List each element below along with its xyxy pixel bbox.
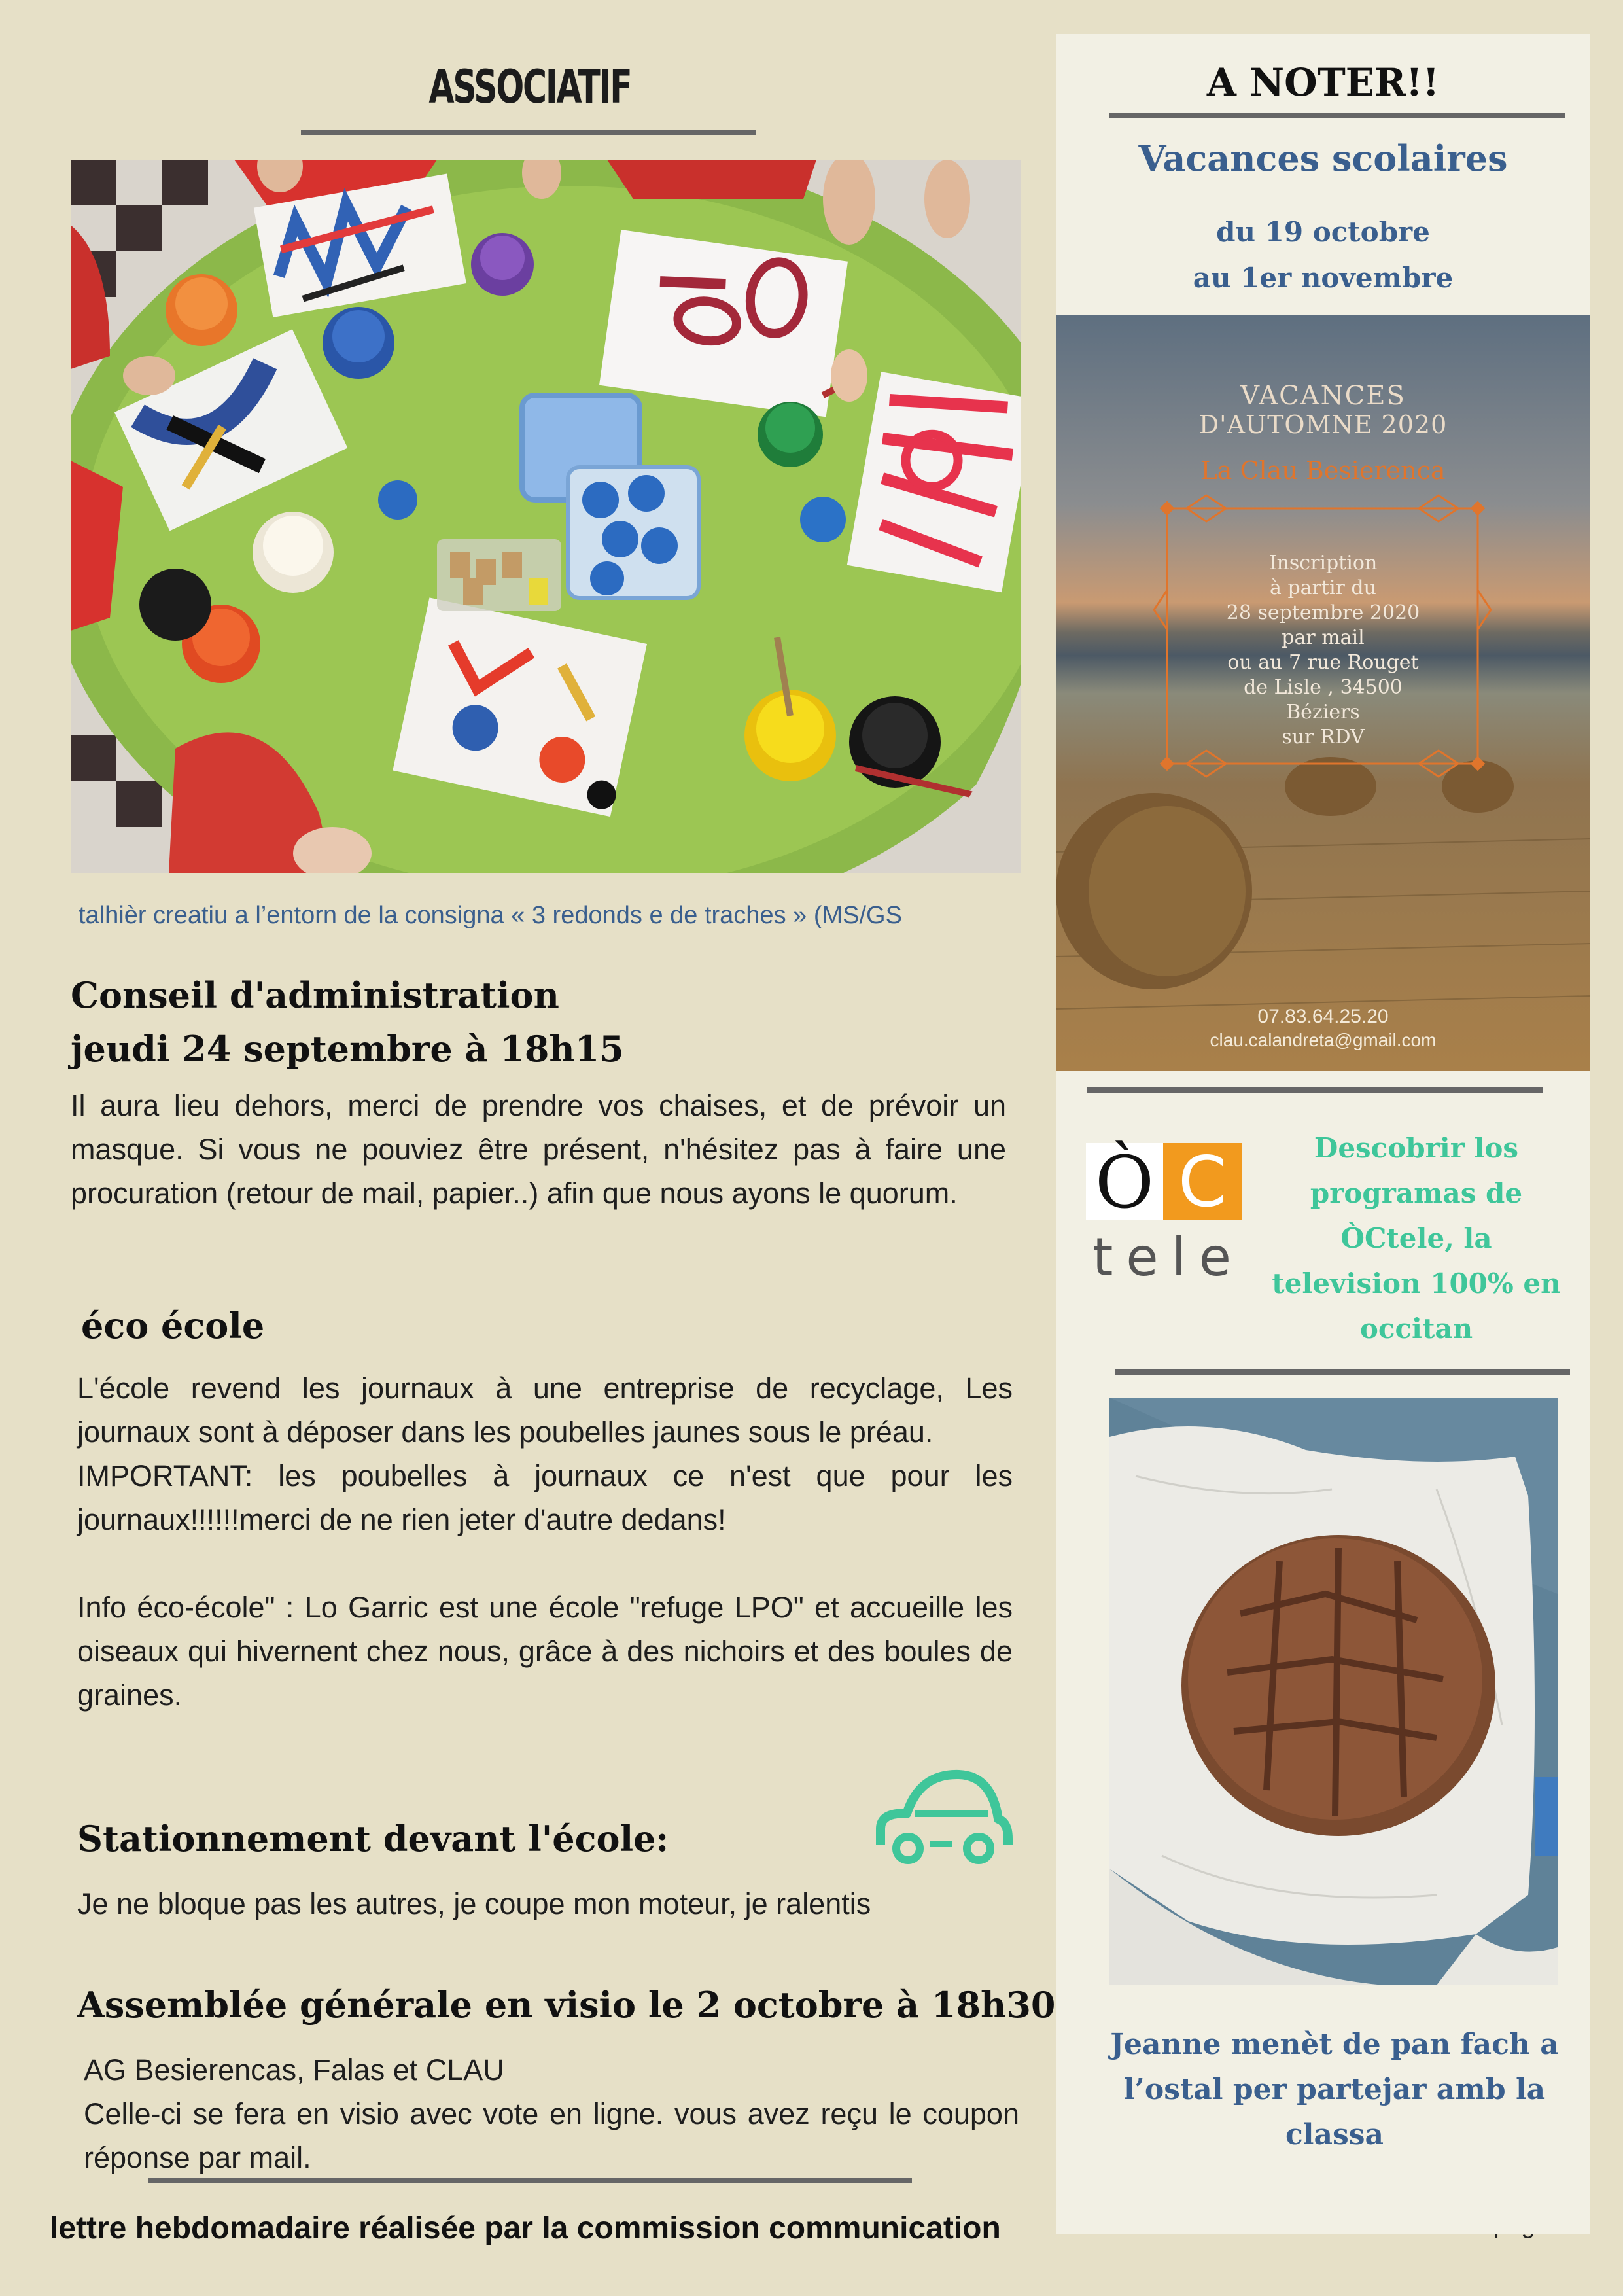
- parking-text: Je ne bloque pas les autres, je coupe mon moteur, je ralentis: [77, 1887, 871, 1920]
- poster-info-line: par mail: [1282, 626, 1365, 649]
- bread-photo: [1109, 1398, 1558, 1985]
- poster-title-line1: VACANCES: [1240, 381, 1406, 411]
- vacances-heading: Vacances scolaires: [1138, 137, 1508, 179]
- photo-caption: talhièr creatiu a l’entorn de la consigna « 3 redonds e de traches » (MS/GS: [79, 902, 902, 929]
- parking-heading: Stationnement devant l'école:: [77, 1818, 669, 1860]
- octele-logo-letter-c: C: [1178, 1142, 1227, 1222]
- poster-info-line: Inscription: [1268, 552, 1378, 574]
- poster-info: [1056, 551, 1590, 750]
- octele-logo-word: tele: [1092, 1227, 1245, 1288]
- sidebar-divider-2: [1115, 1369, 1570, 1375]
- eco-ecole-text: [77, 1366, 1013, 1717]
- ag-text: [84, 2048, 1019, 2180]
- eco-paragraph-important: IMPORTANT: les poubelles à journaux ce n'est que pour les journaux!!!!!!merci de ne rien jeter d'autre dedans!: [77, 1459, 1013, 1536]
- poster-phone: 07.83.64.25.20: [1257, 1006, 1389, 1027]
- eco-paragraph-info: Info éco-école" : Lo Garric est une école "refuge LPO" et accueille les oiseaux qui hivernent chez nous, grâce à des nichoirs et des boules de graines.: [77, 1591, 1013, 1712]
- title-underline: [301, 130, 756, 135]
- eco-ecole-heading: éco école: [81, 1305, 265, 1347]
- conseil-text: Il aura lieu dehors, merci de prendre vos chaises, et de prévoir un masque. Si vous ne pouviez être présent, n'hésitez pas à faire une procuration (retour de mail, papier..) afin que nous ayons le quorum.: [71, 1089, 1006, 1210]
- sidebar-divider-1: [1087, 1087, 1543, 1093]
- vacances-poster: [1056, 315, 1590, 1071]
- sidebar-title: A NOTER!!: [1206, 60, 1440, 105]
- ag-line-participants: AG Besierencas, Falas et CLAU: [84, 2053, 504, 2087]
- octele-logo: [1086, 1135, 1251, 1288]
- poster-org: La Clau Besierenca: [1200, 456, 1446, 485]
- poster-title-line2: D'AUTOMNE 2020: [1198, 410, 1448, 439]
- conseil-title: Conseil d'administration: [71, 974, 559, 1016]
- poster-info-line: à partir du: [1270, 576, 1376, 599]
- poster-email: clau.calandreta@gmail.com: [1210, 1030, 1437, 1050]
- children-painting-photo: [71, 160, 1021, 873]
- eco-paragraph-recycling: L'école revend les journaux à une entreprise de recyclage, Les journaux sont à déposer dans les poubelles jaunes sous le préau.: [77, 1371, 1013, 1449]
- poster-info-line: sur RDV: [1282, 726, 1365, 749]
- ag-heading: Assemblée générale en visio le 2 octobre à 18h30: [77, 1984, 1056, 2026]
- poster-info-line: Béziers: [1286, 701, 1360, 724]
- footer-credit: lettre hebdomadaire réalisée par la commission communication: [50, 2211, 1001, 2246]
- poster-info-line: 28 septembre 2020: [1226, 601, 1420, 624]
- poster-info-line: de Lisle , 34500: [1244, 676, 1403, 699]
- conseil-heading: [71, 968, 624, 1076]
- bread-caption: Jeanne menèt de pan fach a l’ostal per partejar amb la classa: [1110, 2028, 1559, 2151]
- vacances-start: du 19 octobre: [1216, 216, 1430, 248]
- octele-text: Descobrir los programas de ÒCtele, la television 100% en occitan: [1272, 1132, 1561, 1345]
- vacances-dates: [1056, 209, 1590, 301]
- section-title: ASSOCIATIF: [428, 60, 631, 114]
- vacances-end: au 1er novembre: [1193, 262, 1454, 294]
- poster-info-line: ou au 7 rue Rouget: [1227, 651, 1419, 674]
- sidebar-title-underline: [1109, 113, 1565, 118]
- footer-divider: [148, 2178, 912, 2183]
- car-icon: [867, 1767, 1017, 1866]
- ag-line-details: Celle-ci se fera en visio avec vote en ligne. vous avez reçu le coupon réponse par mail.: [84, 2097, 1019, 2174]
- octele-logo-letter-o: Ò: [1094, 1140, 1155, 1224]
- conseil-date: jeudi 24 septembre à 18h15: [71, 1028, 624, 1070]
